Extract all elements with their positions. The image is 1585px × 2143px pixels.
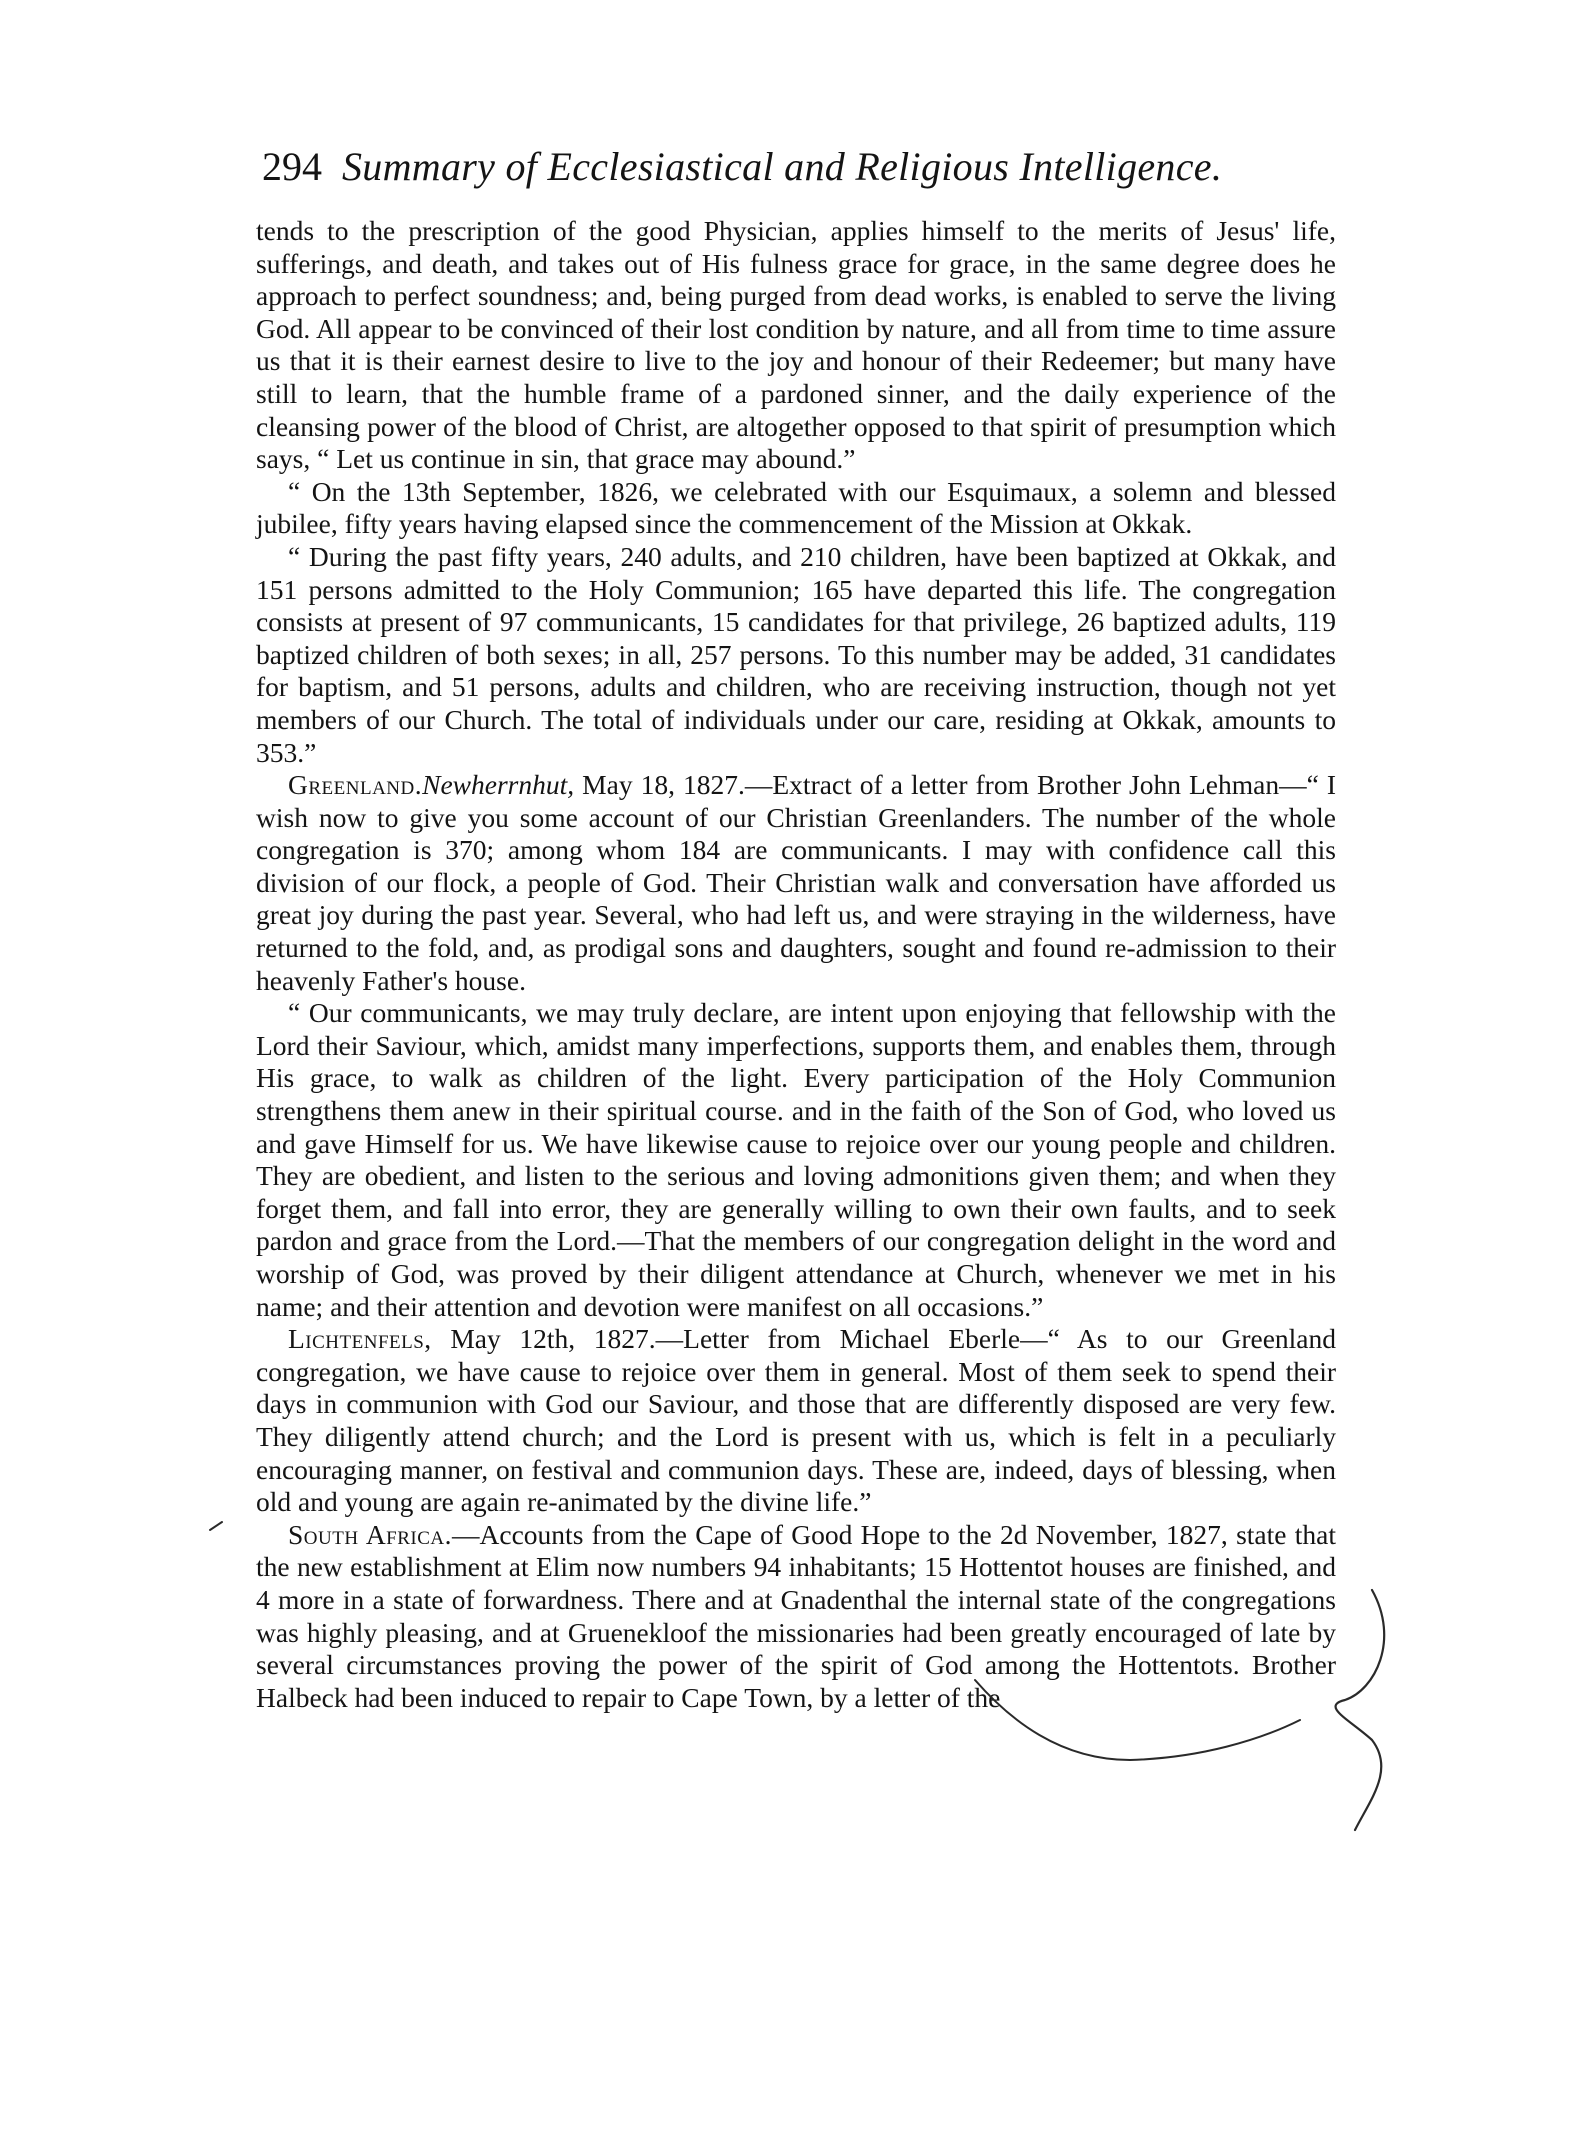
paragraph-text: May 18, 1827.—Extract of a letter from Brother John Lehman—“ I wish now to give you some account of our Christian Greenlanders. The number of the whole congregation is 370; among whom 184 are communicants. I may with confidence call this division of our flock, a people of God. Their Christian walk and conversation have afforded us great joy during the past year. Several, who had left us, and were straying in the wilderness, have returned to the fold, and, as prodigal sons and daughters, sought and found re-admission to their heavenly Father's house.	[256, 769, 1336, 996]
paragraph-text: May 12th, 1827.—Letter from Michael Eberle—“ As to our Greenland congregation, we have cause to rejoice over them in general. Most of them seek to spend their days in communion with God our Saviour, and those that are differently disposed are very few. They diligently attend church; and the Lord is present with us, which is felt in a peculiarly encouraging manner, on festival and communion days. These are, indeed, days of blessing, when old and young are again re-animated by the divine life.”	[256, 1323, 1336, 1518]
section-lead: South Africa.	[288, 1518, 453, 1550]
place-name: Newherrnhut,	[422, 769, 575, 801]
paragraph-text: “ On the 13th September, 1826, we celebrated with our Esquimaux, a solemn and blessed jubilee, fifty years having elapsed since the commencement of the Mission at Okkak.	[256, 475, 1336, 540]
paragraph-text: —Accounts from the Cape of Good Hope to the 2d November, 1827, state that the new establishment at Elim now numbers 94 inhabitants; 15 Hottentot houses are finished, and 4 more in a state of forwardness. There and at Gnadenthal the internal state of the congregations was highly pleasing, and at Gruenekloof the missionaries had been greatly encouraged of late by several circumstances proving the power of the spirit of God among the Hottentots. Brother Halbeck had been induced to repair to Cape Town, by a letter of the	[256, 1518, 1336, 1713]
pencil-bracket-mark	[1336, 1590, 1385, 1830]
paragraph-okkak-jubilee	[256, 476, 1336, 541]
running-title: Summary of Ecclesiastical and Religious Intelligence.	[342, 144, 1223, 189]
page-number: 294	[262, 144, 322, 189]
paragraph-text: tends to the prescription of the good Physician, applies himself to the merits of Jesus' life, sufferings, and death, and takes out of His fulness grace for grace, in the same degree does he approach to perfect soundness; and, being purged from dead works, is enabled to serve the living God. All appear to be convinced of their lost condition by nature, and all from time to time assure us that it is their earnest desire to live to the joy and honour of their Redeemer; but many have still to learn, that the humble frame of a pardoned sinner, and the daily experience of the cleansing power of the blood of Christ, are altogether opposed to that spirit of presumption which says, “ Let us continue in sin, that grace may abound.”	[256, 215, 1336, 475]
running-head	[262, 142, 1322, 192]
paragraph-text: “ During the past fifty years, 240 adults, and 210 children, have been baptized at Okkak, and 151 persons admitted to the Holy Communion; 165 have departed this life. The congregation consists at present of 97 communicants, 15 candidates for that privilege, 26 baptized adults, 119 baptized children of both sexes; in all, 257 persons. To this number may be added, 31 candidates for baptism, and 51 persons, adults and children, who are receiving instruction, though not yet members of our Church. The total of individuals under our care, residing at Okkak, amounts to 353.”	[256, 540, 1336, 768]
paragraph-communicants	[256, 997, 1336, 1323]
section-lead: Greenland.	[288, 769, 423, 801]
paragraph-south-africa	[256, 1519, 1336, 1715]
pencil-stroke-mark	[210, 1522, 222, 1530]
paragraph-continuation	[256, 215, 1336, 476]
section-lead: Lichtenfels,	[288, 1323, 432, 1355]
paragraph-text: “ Our communicants, we may truly declare, are intent upon enjoying that fellowship with the Lord their Saviour, which, amidst many imperfections, supports them, and enables them, through His grace, to walk as children of the light. Every participation of the Holy Communion strengthens them anew in their spiritual course. and in the faith of the Son of God, who loved us and gave Himself for us. We have likewise cause to rejoice over our young people and children. They are obedient, and listen to the serious and loving admonitions given them; and when they forget them, and fall into error, they are generally willing to own their own faults, and to seek pardon and grace from the Lord.—That the members of our congregation delight in the word and worship of God, was proved by their diligent attendance at Church, whenever we met in his name; and their attention and devotion were manifest on all occasions.”	[256, 997, 1336, 1322]
paragraph-greenland	[256, 769, 1336, 997]
paragraph-lichtenfels	[256, 1323, 1336, 1519]
article-body	[256, 215, 1336, 1714]
paragraph-okkak-statistics	[256, 541, 1336, 769]
